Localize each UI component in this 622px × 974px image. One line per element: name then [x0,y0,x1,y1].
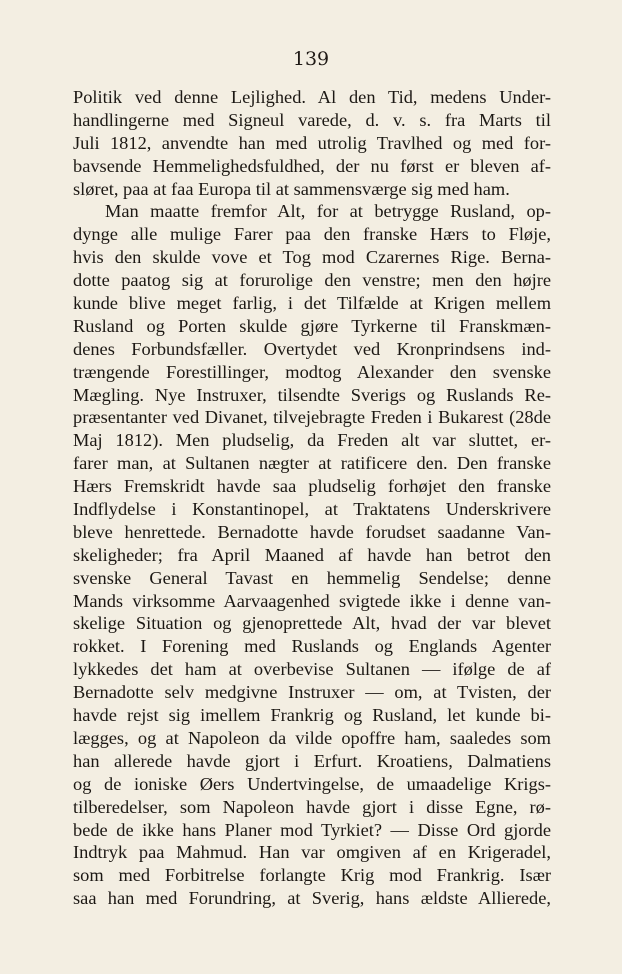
text-line: dynge alle mulige Farer paa den franske Hærs to Fløje, [73,224,551,245]
page-number: 139 [292,48,330,70]
text-line: Politik ved denne Lejlighed. Al den Tid, medens Under- [73,87,551,107]
text-line: saa han med Forundring, at Sverig, hans ældste Allierede, [73,888,551,909]
text-line: og de ioniske Øers Undertvingelse, de umaadelige Krigs- [73,773,551,794]
text-line: Indtryk paa Mahmud. Han var omgiven af en Krigeradel, [73,842,551,863]
text-line: hvis den skulde vove et Tog mod Czarernes Rige. Berna- [73,247,551,268]
text-line: Rusland og Porten skulde gjøre Tyrkerne til Franskmæn- [73,315,551,336]
text-line: Indflydelse i Konstantinopel, at Traktatens Underskrivere [73,499,551,520]
text-line: Mands virksomme Aarvaagenhed svigtede ikke i denne van- [73,590,551,611]
text-line: Bernadotte selv medgivne Instruxer — om, at Tvisten, der [73,682,551,703]
text-line: Mægling. Nye Instruxer, tilsendte Sverigs og Ruslands Re- [73,384,551,405]
text-line: sløret, paa at faa Europa til at sammensværge sig med ham. [73,178,510,199]
text-line: skeligheder; fra April Maaned af havde han betrot den [73,544,551,565]
text-line: som med Forbitrelse forlangte Krig mod Frankrig. Især [73,865,551,886]
text-line: Juli 1812, anvendte han med utrolig Travlhed og med for- [73,132,551,153]
text-line: bleve henrettede. Bernadotte havde forudset saadanne Van- [73,521,551,542]
body-text [73,86,551,910]
text-line: Man maatte fremfor Alt, for at betrygge Rusland, op- [105,201,551,222]
text-line: trængende Forestillinger, modtog Alexander den svenske [73,361,551,382]
text-line: farer man, at Sultanen nægter at ratificere den. Den franske [73,453,551,474]
text-line: denes Forbundsfæller. Overtydet ved Kronprindsens ind- [73,338,551,359]
text-line: Maj 1812). Men pludselig, da Freden alt var sluttet, er- [73,430,551,451]
text-line: lægges, og at Napoleon da vilde opoffre ham, saaledes som [73,727,551,748]
text-line: havde rejst sig imellem Frankrig og Rusland, let kunde bi- [73,705,551,726]
text-line: kunde blive meget farlig, i det Tilfælde at Krigen mellem [73,293,551,314]
text-line: dotte paatog sig at forurolige den venstre; men den højre [73,270,551,291]
text-line: rokket. I Forening med Ruslands og Englands Agenter [73,636,551,657]
text-line: bede de ikke hans Planer mod Tyrkiet? — Disse Ord gjorde [73,819,551,840]
text-line: tilberedelser, som Napoleon havde gjort i disse Egne, rø- [73,796,551,817]
text-line: Hærs Fremskridt havde saa pludselig forhøjet den franske [73,476,551,497]
text-line: han allerede havde gjort i Erfurt. Kroatiens, Dalmatiens [73,750,551,771]
text-line: præsentanter ved Divanet, tilvejebragte Freden i Bukarest (28de [73,407,551,428]
text-line: lykkedes det ham at overbevise Sultanen — ifølge de af [73,659,551,680]
text-line: bavsende Hemmelighedsfuldhed, der nu først er bleven af- [73,155,551,176]
text-line: handlingerne med Signeul varede, d. v. s. fra Marts til [73,109,551,130]
text-line: svenske General Tavast en hemmelig Sendelse; denne [73,567,551,588]
text-line: skelige Situation og gjenoprettede Alt, hvad der var blevet [73,613,551,634]
